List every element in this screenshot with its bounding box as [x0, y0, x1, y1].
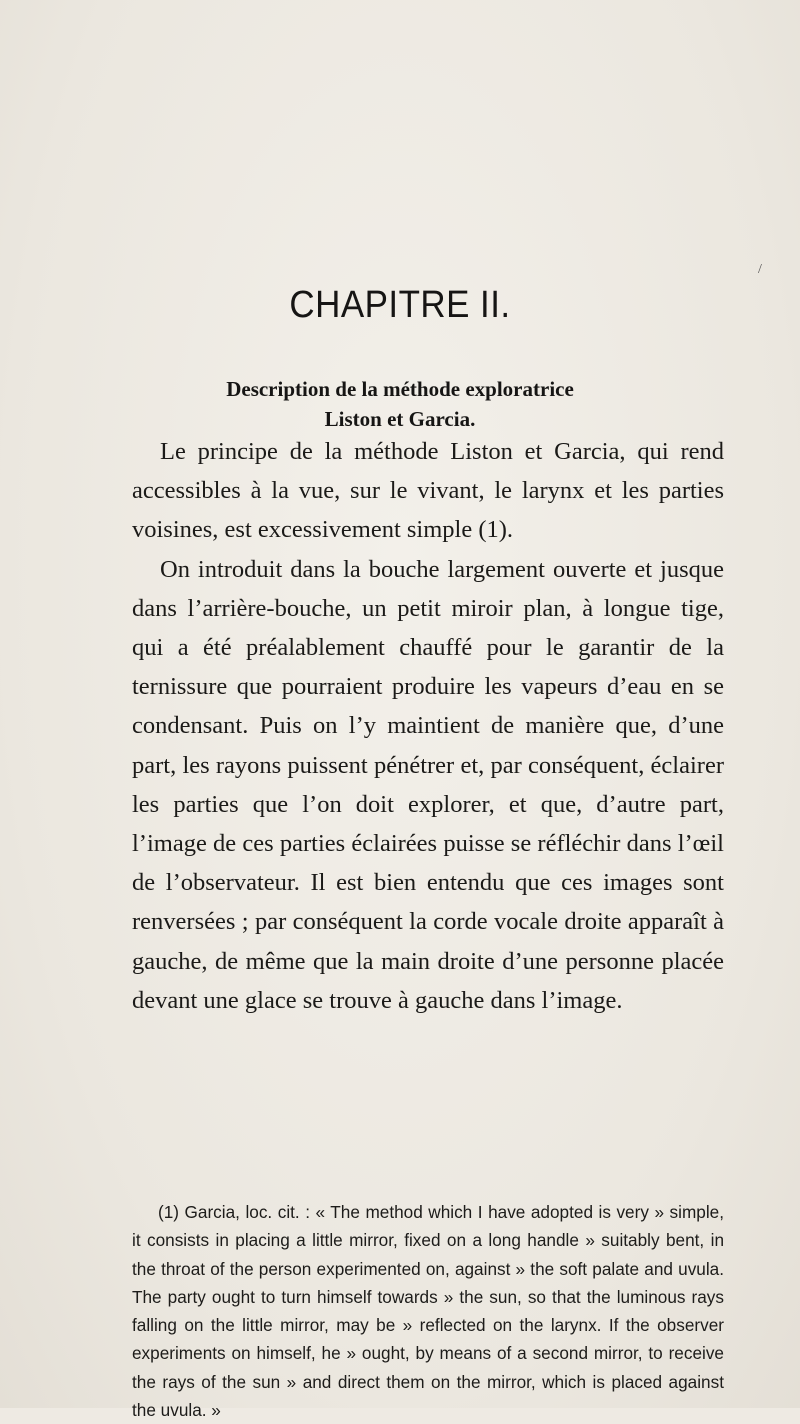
footnote: (1) Garcia, loc. cit. : « The method which I have adopted is very » simple, it consists in placing a little mirror, fixed on a long handle » suitably bent, in the throat of the person experimented on, against » the soft palate and uvula. The party ought to turn himself towards » the sun, so that the luminous rays falling on the little mirror, may be » reflected on the larynx. If the observer experiments on himself, he » ought, by means of a second mirror, to receive the rays of the sun » and direct them on the mirror, which is placed against the uvula. »: [132, 1202, 724, 1421]
chapter-title: CHAPITRE II.: [289, 284, 511, 326]
section-title-line1: Description de la méthode exploratrice: [226, 377, 574, 401]
section-title: [0, 374, 800, 434]
page-mark: /: [758, 262, 762, 277]
section-title-line2: Liston et Garcia.: [324, 407, 476, 431]
main-text: [132, 432, 724, 1020]
paragraph-2: On introduit dans la bouche largement ouverte et jusque dans l’arrière-bouche, un petit miroir plan, à longue tige, qui a été préalablement chauffé pour le garantir de la ternissure que pourraient produire les vapeurs d’eau en se condensant. Puis on l’y maintient de manière que, d’une part, les rayons puissent pénétrer et, par conséquent, éclairer les parties que l’on doit explorer, et que, d’autre part, l’image de ces parties éclairées puisse se réfléchir dans l’œil de l’observateur. Il est bien entendu que ces images sont renversées ; par conséquent la corde vocale droite apparaît à gauche, de même que la main droite d’une personne placée devant une glace se trouve à gauche dans l’image.: [132, 555, 724, 1014]
paragraph-1: Le principe de la méthode Liston et Garcia, qui rend accessibles à la vue, sur le vivant, le larynx et les parties voisines, est excessivement simple (1).: [132, 438, 724, 544]
